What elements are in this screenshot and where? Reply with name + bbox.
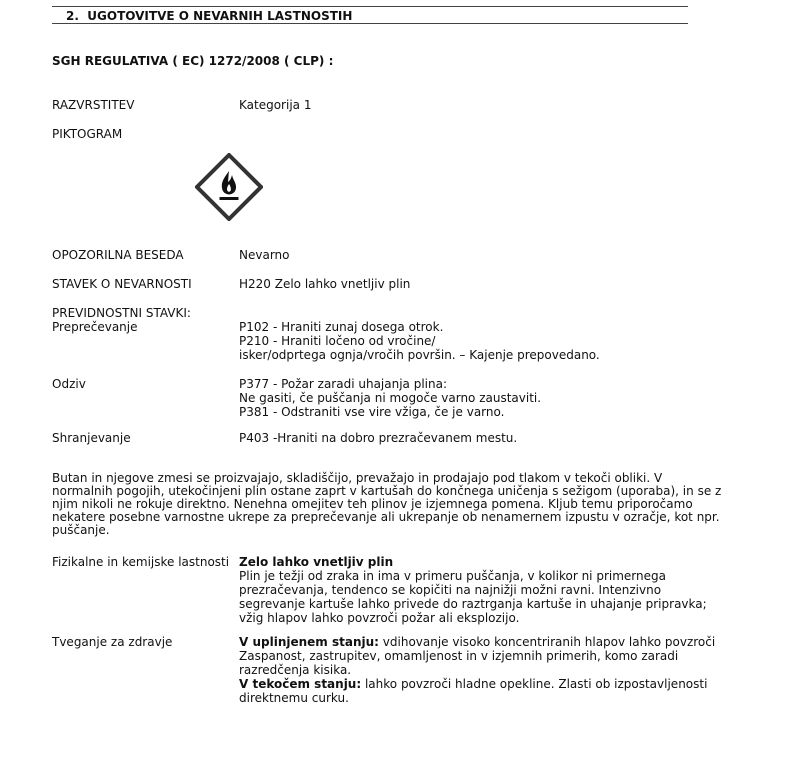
- physical-line: vžig hlapov lahko povzroči požar ali eksplozijo.: [239, 611, 520, 625]
- health-risk-label: Tveganje za zdravje: [52, 635, 173, 649]
- signal-word-label: OPOZORILNA BESEDA: [52, 248, 184, 262]
- gas-state-label: V uplinjenem stanju:: [239, 635, 379, 649]
- prevention-line: isker/odprtega ognja/vročih površin. – Kajenje prepovedano.: [239, 348, 600, 362]
- pictogram-label: PIKTOGRAM: [52, 127, 123, 141]
- physical-line: segrevanje kartuše lahko privede do raztrganja kartuše in uhajanje pripravka;: [239, 597, 707, 611]
- health-risk-text: [239, 635, 715, 705]
- storage-line: P403 -Hraniti na dobro prezračevanem mestu.: [239, 431, 518, 445]
- physical-properties-heading: Zelo lahko vnetljiv plin: [239, 555, 394, 569]
- gas-line: Zaspanost, zastrupitev, omamljenost in v izjemnih primerih, komo zaradi: [239, 649, 679, 663]
- hazard-statement-value: H220 Zelo lahko vnetljiv plin: [239, 277, 411, 291]
- liquid-state-text: lahko povzroči hladne opekline. Zlasti ob izpostavljenosti: [361, 677, 708, 691]
- liquid-state-label: V tekočem stanju:: [239, 677, 362, 691]
- classification-label: RAZVRSTITEV: [52, 98, 135, 112]
- response-label: Odziv: [52, 377, 86, 391]
- precautionary-heading: PREVIDNOSTNI STAVKI:: [52, 306, 191, 320]
- paragraph-line: nekatere posebne varnostne ukrepe za preprečevanje ali ukrepanje ob nenamernem izpustu v ozračje, kot npr.: [52, 510, 720, 524]
- gas-state-text: vdihovanje visoko koncentriranih hlapov lahko povzroči: [378, 635, 716, 649]
- section-number: 2.: [66, 9, 79, 23]
- prevention-label: Preprečevanje: [52, 320, 138, 334]
- liquid-line: direktnemu curku.: [239, 691, 349, 705]
- signal-word-value: Nevarno: [239, 248, 290, 262]
- physical-properties-text: [239, 555, 707, 625]
- prevention-line: P102 - Hraniti zunaj dosega otrok.: [239, 320, 444, 334]
- response-line: P381 - Odstraniti vse vire vžiga, če je varno.: [239, 405, 505, 419]
- section-title: UGOTOVITVE O NEVARNIH LASTNOSTIH: [87, 9, 353, 23]
- gas-line: razredčenja kisika.: [239, 663, 352, 677]
- flame-pictogram-icon: [195, 153, 263, 221]
- paragraph-line: Butan in njegove zmesi se proizvajajo, skladiščijo, prevažajo in prodajajo pod tlakom v tekoči obliki. V: [52, 471, 663, 485]
- physical-properties-label: Fizikalne in kemijske lastnosti: [52, 555, 230, 569]
- section-header: [52, 6, 688, 24]
- response-statements: [239, 377, 541, 419]
- paragraph-line: normalnih pogojih, utekočinjeni plin ostane zaprt v kartušah do končnega uničenja s sežigom (uporaba), in se z: [52, 484, 722, 498]
- paragraph-line: njim nikoli ne rokuje direktno. Nenehna omejitev teh plinov je izjemnega pomena. Kljub temu priporočamo: [52, 497, 693, 511]
- butane-paragraph: [52, 471, 722, 537]
- prevention-line: P210 - Hraniti ločeno od vročine/: [239, 334, 436, 348]
- hazard-statement-label: STAVEK O NEVARNOSTI: [52, 277, 192, 291]
- paragraph-line: puščanje.: [52, 523, 110, 537]
- response-line: Ne gasiti, če puščanja ni mogoče varno zaustaviti.: [239, 391, 542, 405]
- storage-label: Shranjevanje: [52, 431, 131, 445]
- physical-line: Plin je težji od zraka in ima v primeru puščanja, v kolikor ni primernega: [239, 569, 666, 583]
- physical-line: prezračevanja, tendenco se kopičiti na najnižji možni ravni. Intenzivno: [239, 583, 662, 597]
- response-line: P377 - Požar zaradi uhajanja plina:: [239, 377, 448, 391]
- regulation-title: SGH REGULATIVA ( EC) 1272/2008 ( CLP) :: [52, 54, 334, 68]
- prevention-statements: [239, 320, 600, 362]
- storage-statements: [239, 431, 517, 445]
- classification-value: Kategorija 1: [239, 98, 312, 112]
